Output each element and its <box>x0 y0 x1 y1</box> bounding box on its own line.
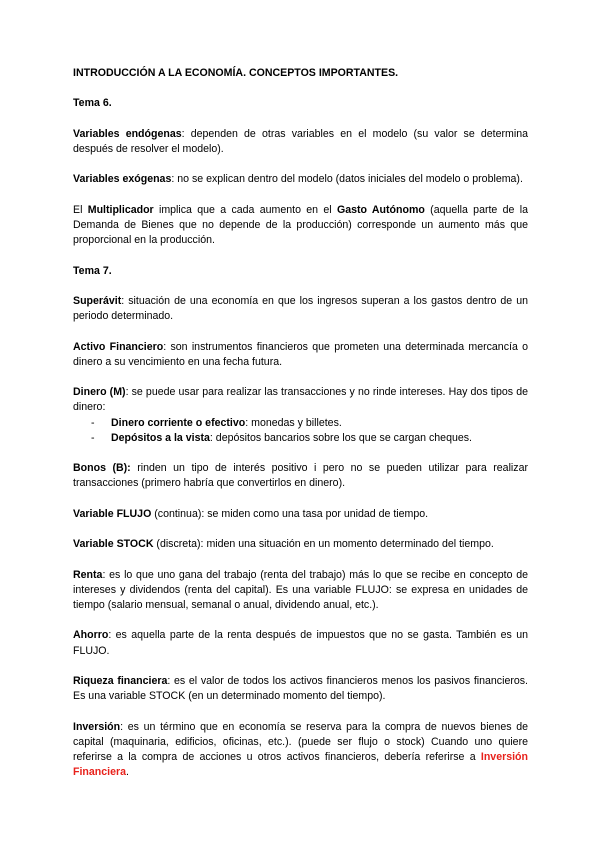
term-label: Riqueza financiera <box>73 674 168 687</box>
section-heading-tema7: Tema 7. <box>73 264 112 277</box>
term-label: Activo Financiero <box>73 340 164 353</box>
definition-text: . <box>126 766 129 779</box>
definition-text: implica que a cada aumento en el <box>153 203 337 216</box>
term-label: Variable FLUJO <box>73 507 152 520</box>
term-label: Dinero corriente o efectivo <box>111 416 246 429</box>
definition-text: : es un término que en economía se reserva para la compra de nuevos bienes de capital (maquinaria, edificios, oficinas, etc.). (puede ser flujo o stock) Cuando uno quiere referirse a la compra de acciones u otros activos financieros, debería referirse a <box>73 720 528 763</box>
definition-text: (aquella parte de la Demanda de Bienes que no depende de la producción) corresponde un aumento más que proporcional en la producción. <box>73 203 528 247</box>
term-label: Renta <box>73 568 103 581</box>
term-label: Gasto Autónomo <box>336 203 425 216</box>
term-label: Depósitos a la vista <box>111 431 210 444</box>
document-title: INTRODUCCIÓN A LA ECONOMÍA. CONCEPTOS IMPORTANTES. <box>73 67 399 79</box>
definition-text: (discreta): miden una situación en un momento determinado del tiempo. <box>153 538 494 551</box>
definition-text: : es lo que uno gana del trabajo (renta del trabajo) más lo que se recibe en concepto de intereses y dividendos (renta del capital). Es una variable FLUJO: se expresa en unidades de tiempo (salario mensual, semanal o anual, dividendo anual, etc.). <box>73 568 528 611</box>
term-label: Inversión <box>73 720 121 733</box>
definition-text: (continua): se miden como una tasa por unidad de tiempo. <box>151 507 429 520</box>
definition-exogenas <box>73 172 528 187</box>
definition-endogenas <box>73 127 528 157</box>
definition-multiplicador <box>73 203 528 249</box>
definition-text: : situación de una economía en que los ingresos superan a los gastos dentro de un periodo determinado. <box>73 294 528 323</box>
list-item <box>73 431 528 446</box>
term-label: Ahorro <box>73 629 109 642</box>
term-label: Superávit <box>73 294 122 307</box>
definition-text: : dependen de otras variables en el modelo (su valor se determina después de resolver el modelo). <box>73 127 528 155</box>
definition-variable-flujo <box>73 507 528 522</box>
definition-text: : son instrumentos financieros que prometen una determinada mercancía o dinero a su vencimiento en una fecha futura. <box>73 340 529 368</box>
definition-ahorro <box>73 628 528 658</box>
definition-renta <box>73 568 528 614</box>
definition-text: : depósitos bancarios sobre los que se cargan cheques. <box>209 431 472 444</box>
definition-text: : se puede usar para realizar las transacciones y no rinde intereses. Hay dos tipos de dinero: <box>73 386 529 414</box>
term-label: Multiplicador <box>87 203 154 216</box>
definition-text: El <box>73 203 88 216</box>
definition-dinero <box>73 385 528 415</box>
highlighted-term: Inversión Financiera <box>73 750 528 779</box>
term-label: Dinero (M) <box>73 386 126 399</box>
definition-superavit <box>73 294 528 324</box>
definition-text: : monedas y billetes. <box>245 416 342 429</box>
list-item <box>73 416 528 431</box>
dinero-types-list <box>73 416 528 446</box>
term-label: Variables exógenas <box>73 173 172 186</box>
term-label: Variable STOCK <box>73 538 154 551</box>
list-dash: - <box>91 416 95 429</box>
definition-text: : es aquella parte de la renta después de impuestos que no se gasta. También es un FLUJO. <box>73 629 528 657</box>
term-label: Bonos (B): <box>73 462 131 475</box>
definition-text: rinden un tipo de interés positivo i pero no se pueden utilizar para realizar transacciones (primero habría que convertirlos en dinero). <box>73 462 528 490</box>
section-heading-tema6: Tema 6. <box>73 97 112 110</box>
term-label: Variables endógenas <box>73 127 182 140</box>
definition-activo-financiero <box>73 340 528 370</box>
definition-variable-stock <box>73 537 528 552</box>
list-dash: - <box>91 431 95 444</box>
definition-text: : es el valor de todos los activos financieros menos los pasivos financieros. Es una variable STOCK (en un determinado momento del tiempo). <box>73 674 528 703</box>
definition-riqueza-financiera <box>73 674 528 704</box>
definition-bonos <box>73 461 528 491</box>
definition-inversion <box>73 720 528 781</box>
definition-text: : no se explican dentro del modelo (datos iniciales del modelo o problema). <box>171 173 523 186</box>
